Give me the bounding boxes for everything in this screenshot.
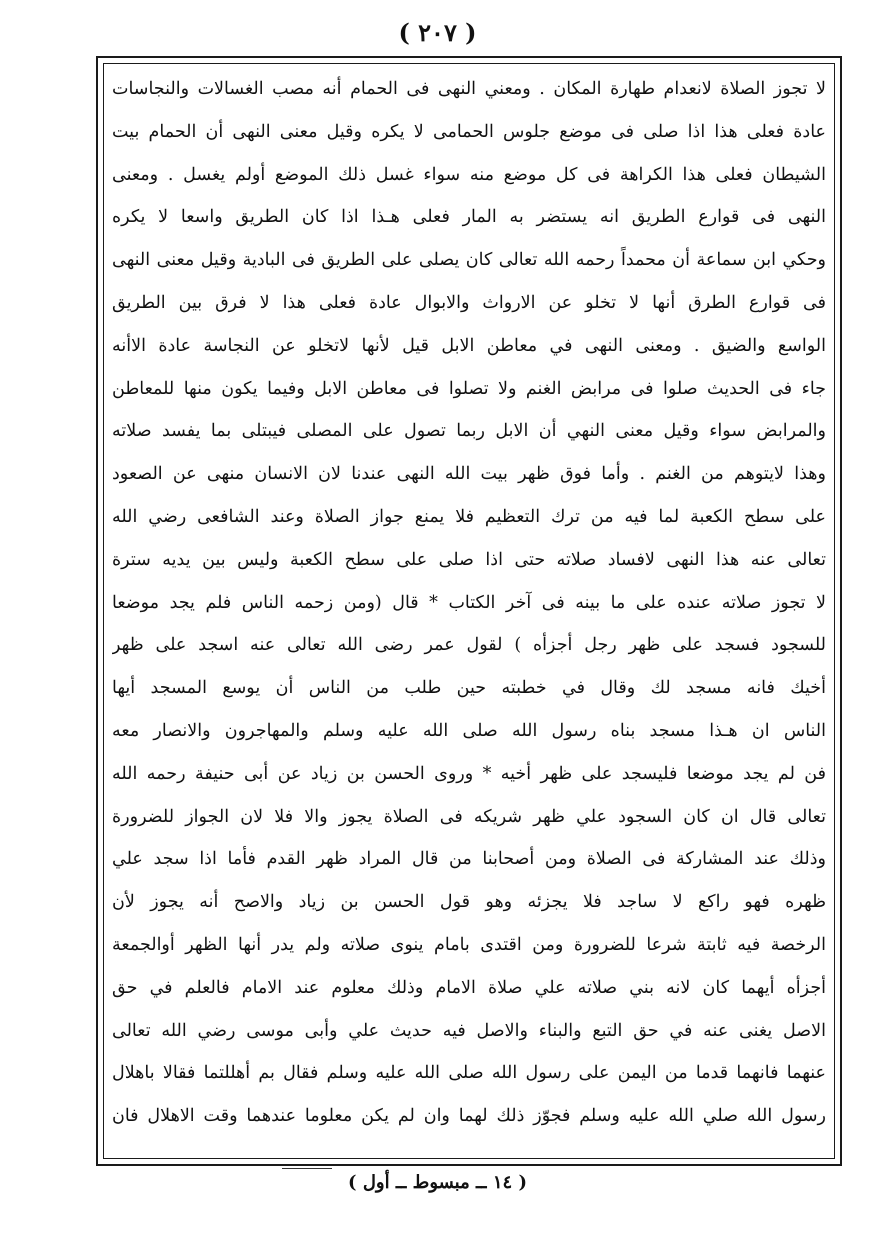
text-line: رسول الله صلي الله عليه وسلم فجوّز ذلك لهما وان لم يكن معلوما عندهما وقت الاهلال فان bbox=[112, 1106, 826, 1127]
text-line: الرخصة فيه ثابتة شرعا للضرورة ومن اقتدى بامام ينوى صلاته ولم يدر أنها الظهر أوالجمعة bbox=[112, 934, 826, 955]
text-line: فى قوارع الطرق أنها لا تخلو عن الارواث والابوال عادة فعلى هذا لا فرق بين الطريق bbox=[112, 292, 826, 313]
text-line: الناس ان هـذا مسجد بناه رسول الله صلى الله عليه وسلم والمهاجرون والانصار معه bbox=[112, 720, 826, 741]
text-line: ظهره فهو راكع لا ساجد فلا يجزئه وهو قول الحسن بن زياد والاصح أنه يجوز لأن bbox=[112, 892, 826, 913]
text-line: وذلك عند المشاركة فى الصلاة ومن أصحابنا من قال المراد ظهر القدم فأما اذا سجد علي bbox=[112, 849, 826, 870]
text-line: لا تجوز الصلاة لانعدام طهارة المكان . ومعني النهى فى الحمام أنه مصب الغسالات والنجاسات bbox=[112, 79, 826, 99]
text-line: على سطح الكعبة لما فيه من ترك التعظيم فلا يمنع جواز الصلاة وعند الشافعى رضي الله bbox=[112, 506, 826, 527]
footer-rule bbox=[282, 1168, 332, 1169]
text-line: الواسع والضيق . ومعنى النهى في معاطن الابل قيل لأنها لاتخلو عن النجاسة عادة الاأنه bbox=[112, 335, 826, 356]
page-number: ( ٢٠٧ ) bbox=[398, 18, 477, 47]
text-line: لا تجوز صلاته عنده على ما بينه فى آخر الكتاب * قال (ومن زحمه الناس فلم يجد موضعا bbox=[112, 592, 826, 613]
text-line: جاء فى الحديث صلوا فى مرابض الغنم ولا تصلوا فى معاطن الابل وفيما يكون منها للمعاطن bbox=[112, 378, 826, 399]
text-line: وهذا لايتوهم من الغنم . وأما فوق ظهر بيت الله النهى عندنا لان الانسان منهى عن الصعود bbox=[112, 464, 826, 485]
text-line: الشيطان فعلى هذا الكراهة فى كل موضع منه سواء غسل ذلك الموضع أولم يغسل . ومعنى bbox=[112, 164, 826, 185]
text-line: الاصل يغنى عنه في حق التبع والبناء والاصل فيه حديث علي وأبى موسى رضي الله تعالى bbox=[112, 1020, 826, 1041]
text-line: عنهما فانهما قدما من اليمن على رسول الله صلى الله عليه وسلم فقال بم أهللتما فقالا باهلال bbox=[112, 1063, 826, 1084]
text-line: تعالى قال ان كان السجود علي ظهر شريكه فى الصلاة يجوز والا فلا لان الجواز للضرورة bbox=[112, 806, 826, 827]
signature-mark: ( ١٤ ــ مبسوط ــ أول ) bbox=[348, 1172, 527, 1193]
text-line: وحكي ابن سماعة أن محمداً رحمه الله تعالى كان يصلى على الطريق فى البادية وقيل معنى النهى bbox=[112, 250, 826, 271]
text-line: والمرابض سواء وقيل معنى النهي أن الابل ربما تصول على المصلى فيبتلى بما يفسد صلاته bbox=[112, 421, 826, 442]
text-line: أخيك فانه مسجد لك وقال في خطبته حين طلب من الناس أن يوسع المسجد أيها bbox=[112, 678, 826, 699]
text-line: النهى فى قوارع الطريق انه يستضر به المار فعلى هـذا اذا كان الطريق واسعا لا يكره bbox=[112, 207, 826, 228]
text-line: تعالى عنه هذا النهى لافساد صلاته حتى اذا صلى على سطح الكعبة وليس بين يديه سترة bbox=[112, 549, 826, 570]
text-line: عادة فعلى هذا اذا صلى فى موضع جلوس الحمامى لا يكره وقيل معنى النهى أن الحمام بيت bbox=[112, 121, 826, 142]
body-text bbox=[112, 68, 826, 1156]
text-line: للسجود فسجد على ظهر رجل أجزأه ) لقول عمر رضى الله تعالى عنه اسجد على ظهر bbox=[112, 635, 826, 656]
text-line: فن لم يجد موضعا فليسجد على ظهر أخيه * وروى الحسن بن زياد عن أبى حنيفة رحمه الله bbox=[112, 763, 826, 784]
text-line: أجزأه أيهما كان لانه بني صلاته علي صلاة الامام وذلك معلوم عند الامام فالعلم في حق bbox=[112, 977, 826, 998]
